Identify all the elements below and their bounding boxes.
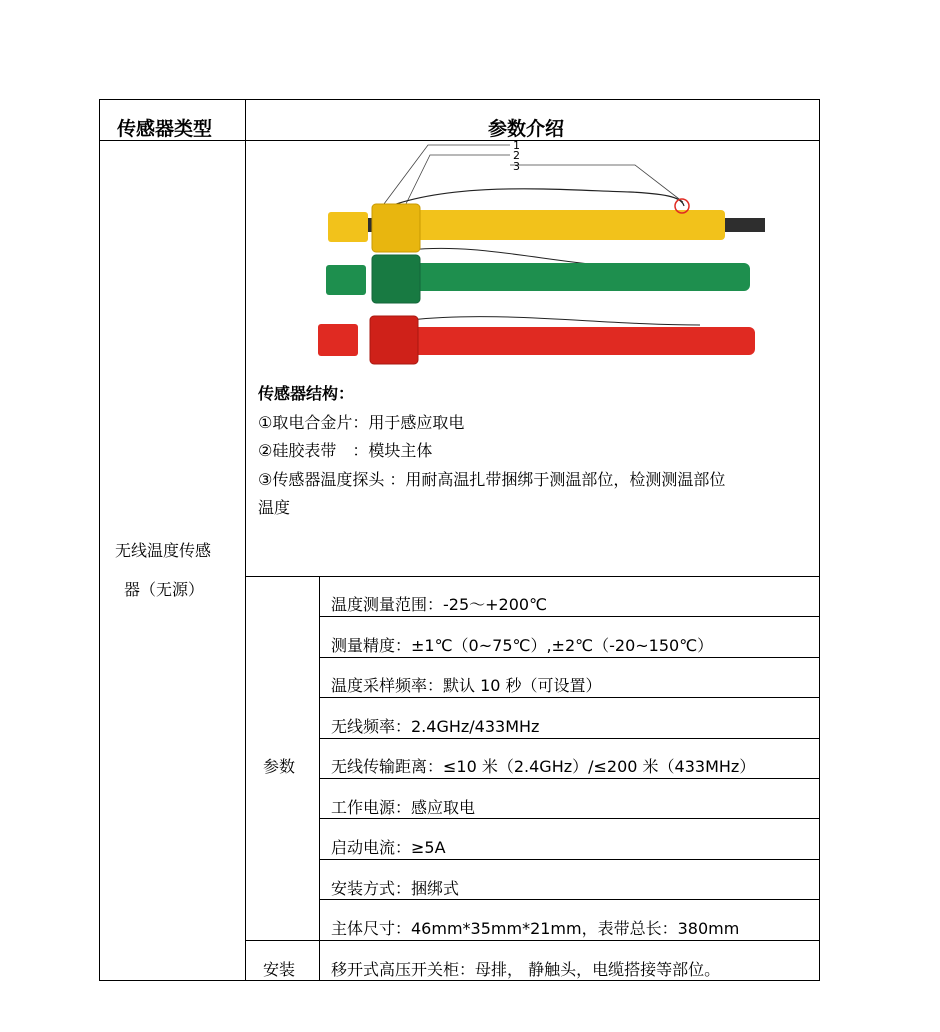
red-module bbox=[370, 316, 418, 364]
param-row: 温度采样频率：默认 10 秒（可设置） bbox=[331, 676, 602, 695]
sensor-name-line2: 器（无源） bbox=[124, 580, 205, 599]
probe-wire-yellow bbox=[380, 189, 684, 210]
grid-line bbox=[319, 899, 820, 900]
grid-line bbox=[319, 616, 820, 617]
param-row: 无线频率：2.4GHz/433MHz bbox=[331, 717, 540, 736]
param-row: 工作电源：感应取电 bbox=[331, 798, 476, 817]
grid-line bbox=[319, 697, 820, 698]
grid-line bbox=[319, 778, 820, 779]
grid-line bbox=[319, 859, 820, 860]
param-row: 温度测量范围：-25～+200℃ bbox=[331, 595, 548, 614]
grid-line bbox=[319, 738, 820, 739]
install-value: 移开式高压开关柜：母排， 静触头，电缆搭接等部位。 bbox=[331, 960, 721, 979]
callout-leader-3 bbox=[510, 165, 683, 202]
grid-line bbox=[319, 657, 820, 658]
yellow-module bbox=[372, 204, 420, 252]
structure-item: ①取电合金片：用于感应取电 bbox=[258, 412, 465, 432]
red-buckle bbox=[318, 324, 358, 356]
callout-label-1: 1 bbox=[513, 140, 520, 152]
grid-line bbox=[245, 940, 820, 941]
header-params-intro: 参数介绍 bbox=[488, 118, 565, 140]
yellow-strap bbox=[375, 210, 725, 240]
param-row: 测量精度：±1℃（0~75℃）,±2℃（-20~150℃） bbox=[331, 636, 714, 655]
param-row: 无线传输距离：≤10 米（2.4GHz）/≤200 米（433MHz） bbox=[331, 757, 756, 776]
structure-item: ③传感器温度探头 ：用耐高温扎带捆绑于测温部位，检测测温部位 bbox=[258, 469, 726, 489]
yellow-buckle bbox=[328, 212, 368, 242]
grid-line bbox=[245, 99, 246, 981]
callout-leader-2 bbox=[402, 155, 510, 212]
green-buckle bbox=[326, 265, 366, 295]
grid-line bbox=[245, 576, 820, 577]
header-sensor-type: 传感器类型 bbox=[117, 118, 213, 140]
structure-title: 传感器结构： bbox=[258, 384, 355, 403]
callout-label-2: 2 bbox=[513, 149, 520, 162]
param-row: 启动电流：≥5A bbox=[331, 838, 446, 857]
sensor-photo bbox=[300, 140, 780, 365]
probe-wire-red bbox=[410, 317, 700, 325]
structure-description bbox=[258, 380, 725, 523]
install-label: 安装 bbox=[263, 960, 296, 979]
params-label: 参数 bbox=[263, 757, 296, 776]
param-row: 安装方式：捆绑式 bbox=[331, 879, 460, 898]
param-row: 主体尺寸：46mm*35mm*21mm，表带总长：380mm bbox=[331, 919, 740, 938]
callout-label-3: 3 bbox=[513, 160, 520, 173]
grid-line bbox=[319, 818, 820, 819]
green-module bbox=[372, 255, 420, 303]
sensor-name-line1: 无线温度传感 bbox=[115, 541, 212, 560]
red-strap bbox=[375, 327, 755, 355]
structure-item: 温度 bbox=[258, 498, 291, 517]
structure-item: ②硅胶表带 ：模块主体 bbox=[258, 441, 433, 460]
green-strap bbox=[375, 263, 750, 291]
